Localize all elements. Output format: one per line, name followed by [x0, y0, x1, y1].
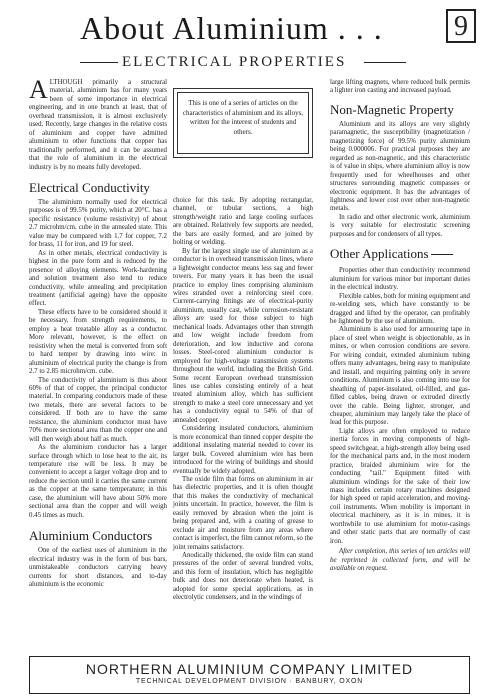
drop-cap: A — [29, 75, 48, 104]
paragraph: One of the earliest uses of aluminium in the electrical industry was in the form of bus bars, unmistakeable conductors carrying heavy currents for short distances, and to-day aluminium is the economic — [29, 547, 167, 589]
company-name: NORTHERN ALUMINIUM COMPANY LIMITED — [85, 661, 414, 677]
page-subtitle: ELECTRICAL PROPERTIES — [122, 54, 347, 70]
paragraph: Aluminium and its alloys are very slightly paramagnetic, the susceptibility (magnetization / magnetizing force) of 99.5% purity aluminium being 0.000006. For practical purposes they are regarded as non-magnetic, and this characteristic is of value in ships, where aluminium alloy is now frequently used for wheelhouses and other structures surrounding magnetic compasses or electronic equipment. It has the advantages of lightness and lower cost over other non-magnetic metals. — [330, 120, 470, 213]
closing-note: After completion, this series of ten articles will be reprinted in collected form, and will be available on request. — [330, 548, 470, 573]
heading-electrical-conductivity: Electrical Conductivity — [29, 179, 150, 195]
column-2 — [173, 197, 313, 603]
paragraph: By far the largest single use of aluminium as a conductor is in overhead transmission lines, where a lightweight conductor means less sag and fewer towers. For many years it has been the usual practice to employ lines comprising aluminium wires stranded over a reinforcing steel core. Current-carrying fittings are of electrical-purity aluminium, usually cast, while corrosion-resistant alloys are used for those subject to high mechanical loads. Advantages other than strength and low weight include freedom from deterioration, and low inductive and corona losses. Steel-cored aluminium conductor is employed for high-voltage transmission systems throughout the world, including the British Grid. Some recent European overhead transmission lines use cables consisting entirely of a heat treated aluminium alloy, which has sufficient strength to make a steel core unnecessary and yet has a conductivity equal to 54% of that of annealed copper. — [173, 247, 313, 424]
article-number-box: 9 — [446, 9, 476, 43]
paragraph: These effects have to be considered should it be necessary, from strength requirements, to employ a heat treatable alloy as a conductor. More relevant, however, is the effect on resistivity when the metal is converted from soft to hard temper by drawing into wire: in aluminium of electrical purity the change is from 2.7 to 2.85 microhm/cm. cube. — [29, 308, 167, 376]
subtitle-rule-left — [80, 62, 118, 63]
subtitle-rule-right — [364, 62, 406, 63]
heading-non-magnetic-property: Non-Magnetic Property — [330, 101, 454, 117]
paragraph: The conductivity of aluminium is thus about 60% of that of copper, the principal conductor material. In comparing conductors made of these two metals, there are several factors to be considered. If both are to have the same resistance, the aluminium conductor must have 70% more sectional area than the copper one and will then weigh about half as much. — [29, 376, 167, 443]
paragraph: large lifting magnets, where reduced bulk permits a lighter iron casting and increased payload. — [330, 79, 470, 95]
paragraph: In radio and other electronic work, aluminium is very suitable for electrostatic screening purposes and for condensers of all types. — [330, 213, 470, 238]
heading-rule — [431, 254, 453, 255]
page-title: About Aluminium . . . — [80, 10, 383, 46]
paragraph: The aluminium normally used for electrical purposes is of 99.5% purity, which at 20°C. has a specific resistance (volume resistivity) of about 2.7 microhm/cm. cube in the annealed state. This value may be compared with 1.7 for copper, 7.2 for brass, 11 for iron, and 19 for steel. — [29, 198, 167, 249]
intro-note-inner: This is one of a series of articles on the characteristics of aluminium and its alloys, written for the interest of students and others. — [177, 92, 309, 154]
intro-note-box — [173, 88, 313, 158]
column-3 — [330, 79, 470, 574]
heading-other-applications-row — [330, 245, 470, 263]
paragraph: As in other metals, electrical conductivity is highest in the pure form and is reduced by the presence of alloying elements. Work-hardening and solution treatment also tend to reduce conductivity, while annealing and precipitation treatment (artificial ageing) have the opposite effect. — [29, 249, 167, 308]
column-1 — [29, 75, 167, 589]
footer — [29, 656, 470, 694]
paragraph: The oxide film that forms on aluminium in air has dielectric properties, and it is often thought that this makes the conductivity of mechanical joints uncertain. In practice, however, the film is easily removed by abrasion when the joint is being prepared and, with a coating of grease to exclude air and moisture from any areas where contact is imperfect, the film cannot reform, so the joint remains satisfactory. — [173, 475, 313, 551]
heading-other-applications: Other Applications — [330, 246, 429, 262]
paragraph: Considering insulated conductors, aluminium is more economical than tinned copper despite the additional insulating material needed to cover its larger bulk. Covered aluminium wire has been introduced for the wiring of buildings and should eventually be widely adopted. — [173, 425, 313, 475]
intro-paragraph: ALTHOUGH primarily a structural material, aluminium has for many years been of some importance in electrical engineering, and in one branch at least, that of overhead transmission, it is almost exclusively used. Recently, large changes in the relative costs of aluminium and copper have admitted aluminium to other functions that copper has traditionally performed, and it can be assumed that the role of aluminium in the electrical industry is by no means fully developed. — [29, 75, 167, 171]
paragraph: As the aluminium conductor has a larger surface through which to lose heat to the air, its temperature rise will be less. It may be convenient to accept a larger voltage drop and to reduce the section until it carries the same current as the copper at the same temperature; in this case, the aluminium will have about 50% more sectional area than the copper and will weigh 0.45 times as much. — [29, 444, 167, 519]
company-division: TECHNICAL DEVELOPMENT DIVISION · BANBURY, OXON — [135, 678, 364, 685]
paragraph: Anodically thickened, the oxide film can stand pressures of the order of several hundred volts, and this form of insulation, which has negligible bulk and does not deteriorate when heated, is adopted for some special applications, as in electrolytic condensers, and in the windings of — [173, 552, 313, 602]
paragraph: choice for this task. By adopting rectangular, channel, or tubular sections, a high strength/weight ratio and large cooling surfaces are obtained. Relatively few supports are needed, the bars are easily formed, and are joined by bolting or welding. — [173, 197, 313, 247]
paragraph: Flexible cables, both for mining equipment and re-welding sets, which have constantly to be dragged and lifted by the operator, can profitably be lightened by the use of aluminium. — [330, 292, 470, 325]
heading-aluminium-conductors: Aluminium Conductors — [29, 528, 153, 544]
paragraph: Properties other than conductivity recommend aluminium for various minor but important duties in the electrical industry. — [330, 267, 470, 292]
paragraph: Aluminium is also used for armouring tape in place of steel when weight is objectionable, as in mines, or when corrosion conditions are severe. For wiring conduit, extruded aluminium tubing offers many advantages, being easy to manipulate and install, and requiring painting only in severe conditions. Aluminium is also coming into use for sheathing of paper-insulated, oil-filled, and gas-filled cables, being drawn or extruded directly over the cable. Being lighter, stronger, and cheaper, aluminium may largely take the place of lead for this purpose. — [330, 326, 470, 427]
paragraph: Light alloys are often employed to reduce inertia forces in moving components of high-speed switchgear, a high-strength alloy being used for the mechanical parts and, in the most modern practice, braided aluminium wire for the conducting "tail." Equipment fitted with aluminium windings for the sake of their low mass includes certain rotary machines designed for high speed or rapid acceleration, and moving-coil instruments. When mobility is important in electrical machinery, as it is in mines, it is worthwhile to use aluminium for motor-casings and other static parts that are normally of cast iron. — [330, 427, 470, 545]
